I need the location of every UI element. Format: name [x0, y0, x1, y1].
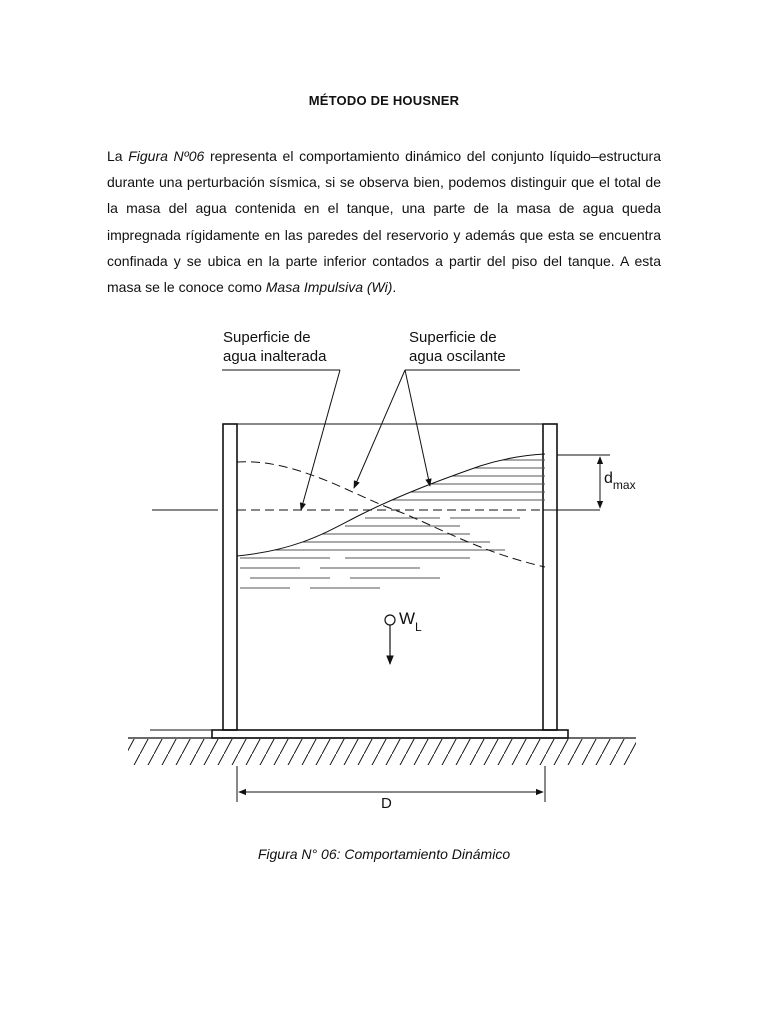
para-text-1: La: [107, 148, 129, 164]
figure-caption: Figura N° 06: Comportamiento Dinámico: [257, 846, 511, 862]
center-of-mass-marker: [385, 615, 395, 625]
weight-label: $W_L$: [399, 609, 422, 634]
water-fill-hatch: [240, 460, 545, 588]
tank-base: [212, 730, 568, 738]
para-italic-impulsive-mass: Masa Impulsiva (Wi): [265, 279, 393, 296]
page-title: MÉTODO DE HOUSNER: [308, 93, 460, 108]
diameter-label: D: [381, 795, 392, 812]
para-text-3: .: [392, 279, 397, 296]
label-oscillating-line2: agua oscilante: [409, 348, 506, 365]
label-unaltered-line1: Superficie de: [223, 329, 311, 346]
tank-walls: [223, 424, 557, 730]
para-text-2: representa el comportamiento dinámico del conjunto líquido–estructura durante una perturbación sísmica, si se observa bien, podemos distinguir que el total de la masa del agua contenida en el tanque, una parte de la masa de agua queda impregnada rígidamente en las paredes del reservorio y además que esta se encuentra confinada y se ubica en la parte inferior contados a partir del piso del tanque. A esta masa se le conoce como: [107, 148, 661, 296]
para-italic-figure-ref: Figura Nº06: [128, 148, 205, 164]
ground-hatch: [128, 739, 636, 765]
arrow-to-unaltered-surface: [301, 370, 340, 510]
label-oscillating-line1: Superficie de: [409, 329, 497, 346]
arrow-to-oscillating-left: [354, 370, 405, 488]
arrow-to-oscillating-right: [405, 370, 430, 486]
oscillating-surface-solid: [237, 454, 545, 556]
oscillating-surface-dashed: [237, 462, 545, 567]
dmax-label: $d_{max}$: [604, 470, 636, 492]
label-unaltered-line2: agua inalterada: [223, 348, 327, 365]
